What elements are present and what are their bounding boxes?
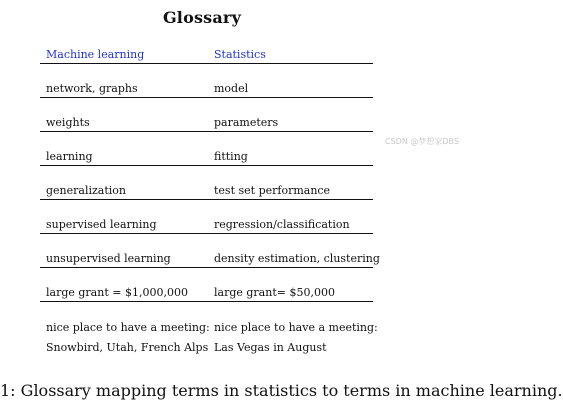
table-row [40, 148, 373, 166]
table-row [40, 80, 373, 98]
table-row [40, 250, 380, 268]
ml-term: weights [46, 116, 90, 129]
header-statistics: Statistics [214, 48, 266, 61]
glossary-title: Glossary [162, 8, 242, 27]
table-row [40, 317, 378, 359]
figure-caption: 1: Glossary mapping terms in statistics to terms in machine learning. [0, 381, 563, 400]
stats-term: parameters [214, 116, 279, 129]
ml-term: learning [46, 150, 93, 163]
ml-term: unsupervised learning [46, 252, 171, 265]
stats-term-line2: Las Vegas in August [214, 341, 327, 354]
table-row [40, 284, 373, 302]
ml-term: supervised learning [46, 218, 157, 231]
stats-term: fitting [214, 150, 248, 163]
stats-term: test set performance [214, 184, 331, 197]
watermark: CSDN @梦想家DBS [385, 137, 459, 146]
table-row [40, 216, 373, 234]
table-header-row [40, 46, 373, 64]
stats-term: large grant= $50,000 [214, 286, 335, 299]
stats-term-line1: nice place to have a meeting: [214, 321, 378, 334]
table-row [40, 182, 373, 200]
ml-term: network, graphs [46, 82, 138, 95]
stats-term: model [214, 82, 249, 95]
table-row [40, 114, 373, 132]
stats-term: regression/classification [214, 218, 350, 231]
stats-term: density estimation, clustering [214, 252, 380, 265]
ml-term-line2: Snowbird, Utah, French Alps [46, 341, 209, 354]
ml-term: large grant = $1,000,000 [46, 286, 188, 299]
ml-term-line1: nice place to have a meeting: [46, 321, 210, 334]
header-machine-learning: Machine learning [46, 48, 145, 61]
ml-term: generalization [46, 184, 126, 197]
